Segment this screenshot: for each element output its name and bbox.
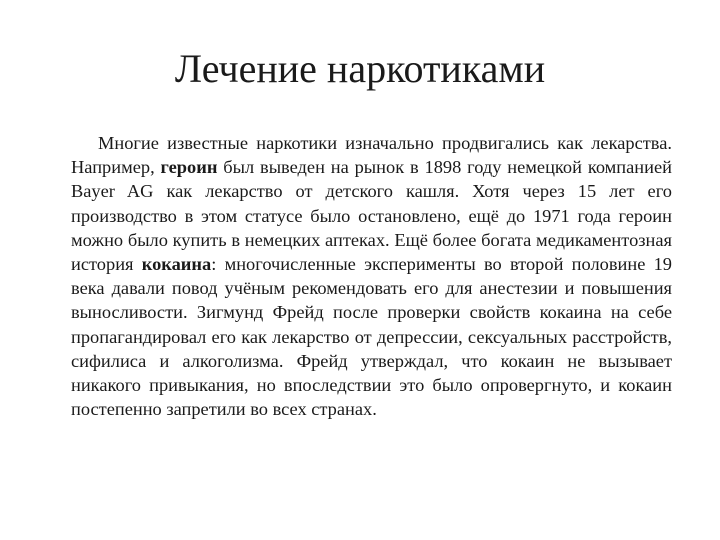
paragraph-text-1: Многие известные наркотики изначально продвигались как лекарства. Например, <box>71 133 672 178</box>
paragraph-text-3: : многочисленные эксперименты во второй половине 19 века давали повод учёным рекомендовать его для анестезии и повышения выносливости. Зигмунд Фрейд после проверки свойств кокаина на себе пропагандировал его как лекарство от депрессии, сексуальных расстройств, сифилиса и алкоголизма. Фрейд утверждал, что кокаин не вызывает никакого привыкания, но впоследствии это было опровергнуто, и кокаин постепенно запретили во всех странах. <box>71 254 672 420</box>
paragraph-text-2: был выведен на рынок в 1898 году немецкой компанией Bayer AG как лекарство от детского кашля. Хотя через 15 лет его производство в этом статусе было остановлено, ещё до 1971 года героин можно было купить в немецких аптеках. Ещё более богата медикаментозная история <box>71 157 672 275</box>
slide-title: Лечение наркотиками <box>174 46 546 91</box>
term-cocaine: кокаина <box>141 254 212 275</box>
body-paragraph <box>71 131 672 421</box>
term-heroin: героин <box>160 157 218 178</box>
